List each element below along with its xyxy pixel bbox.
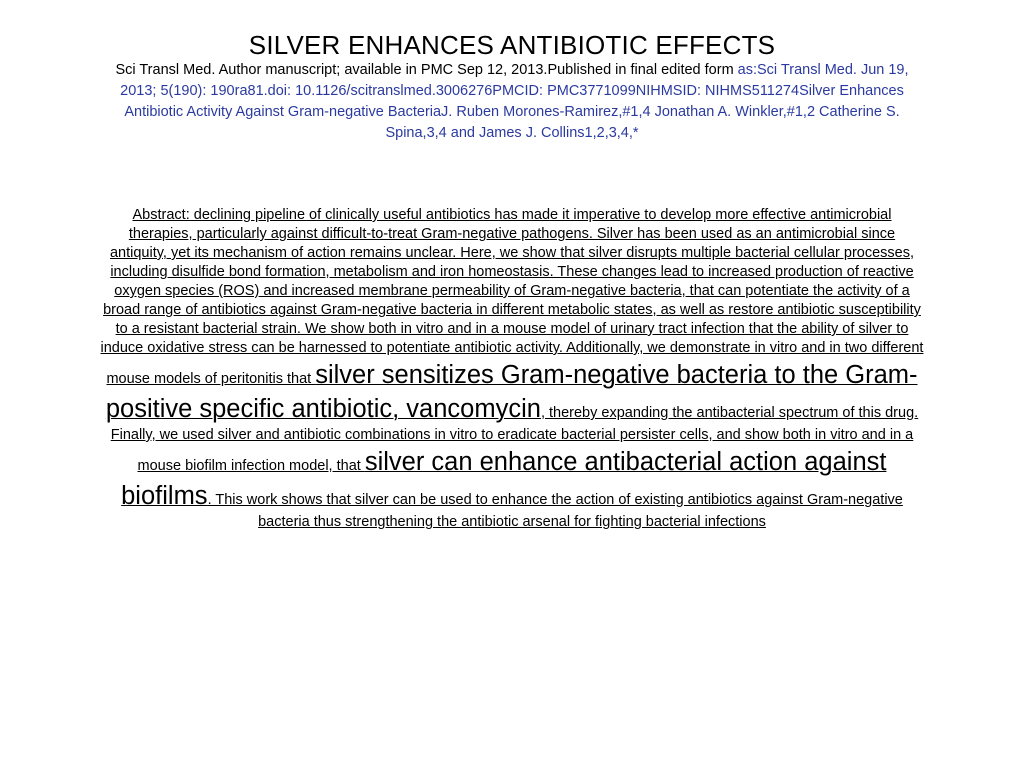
citation-text: Sci Transl Med. Author manuscript; available in PMC Sep 12, 2013.Published in final edited form: [115, 62, 738, 78]
abstract-emphasis-biofilms: silver can enhance antibacterial action against biofilms: [121, 448, 887, 510]
slide-title: SILVER ENHANCES ANTIBIOTIC EFFECTS: [248, 30, 776, 60]
abstract: [100, 206, 924, 532]
abstract-text-3: . This work shows that silver can be used to enhance the action of existing antibiotics against Gram-negative bacteria thus strengthening the antibiotic arsenal for fighting bacterial infections: [207, 492, 903, 530]
abstract-text-2: , thereby expanding the antibacterial spectrum of this drug. Finally, we used silver and antibiotic combinations in vitro to eradicate bacterial persister cells, and show both in vitro and in a mouse biofilm infection model, that: [110, 405, 919, 474]
citation: [100, 60, 924, 144]
abstract-emphasis-vancomycin: silver sensitizes Gram-negative bacteria to the Gram-positive specific antibiotic, vancomycin: [105, 361, 918, 423]
citation-link[interactable]: as:Sci Transl Med. Jun 19, 2013; 5(190): 190ra81.doi: 10.1126/scitranslmed.3006276PMCID: PMC3771099NIHMSID: NIHMS511274Silver Enhances Antibiotic Activity Against Gram-negative BacteriaJ. Ruben Morones-Ramirez,#1,4 Jonathan A. Winkler,#1,2 Catherine S. Spina,3,4 and James J. Collins1,2,3,4,*: [120, 62, 909, 141]
abstract-text-1: Abstract: declining pipeline of clinically useful antibiotics has made it imperative to develop more effective antimicrobial therapies, particularly against difficult-to-treat Gram-negative pathogens. Silver has been used as an antimicrobial since antiquity, yet its mechanism of action remains unclear. Here, we show that silver disrupts multiple bacterial cellular processes, including disulfide bond formation, metabolism and iron homeostasis. These changes lead to increased production of reactive oxygen species (ROS) and increased membrane permeability of Gram-negative bacteria, that can potentiate the activity of a broad range of antibiotics against Gram-negative bacteria in different metabolic states, as well as restore antibiotic susceptibility to a resistant bacterial strain. We show both in vitro and in a mouse model of urinary tract infection that the ability of silver to induce oxidative stress can be harnessed to potentiate antibiotic activity. Additionally, we demonstrate in vitro and in two different mouse models of peritonitis that: [100, 207, 924, 387]
